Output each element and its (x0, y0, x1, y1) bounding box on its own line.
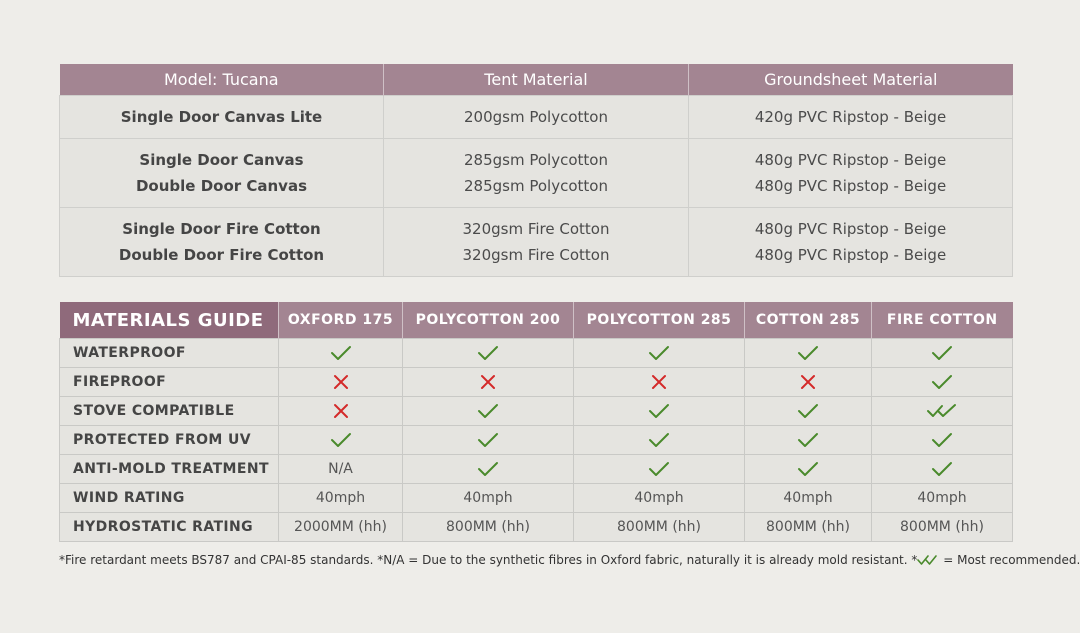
guide-row (60, 513, 1013, 542)
groundsheet-material: 480g PVC Ripstop - Beige (754, 177, 947, 195)
check-icon (648, 345, 670, 361)
model-group-row (60, 208, 1013, 277)
tent-material-cell (384, 96, 689, 139)
check-icon (477, 461, 499, 477)
header-model: Model: Tucana (60, 64, 384, 96)
feature-label: FIREPROOF (60, 368, 279, 397)
check-icon (797, 345, 819, 361)
column-oxford-175: OXFORD 175 (279, 302, 403, 339)
feature-label: HYDROSTATIC RATING (60, 513, 279, 542)
check-icon (931, 432, 953, 448)
model-group-row (60, 139, 1013, 208)
guide-row (60, 339, 1013, 368)
footnote (59, 553, 1080, 569)
guide-cell (872, 368, 1013, 397)
guide-cell-value: 40mph (279, 484, 403, 513)
tent-material-cell (384, 139, 689, 208)
guide-cell-value: 800MM (hh) (403, 513, 574, 542)
feature-label: ANTI-MOLD TREATMENT (60, 455, 279, 484)
guide-cell (574, 455, 745, 484)
guide-cell (872, 426, 1013, 455)
check-icon (330, 432, 352, 448)
guide-row (60, 484, 1013, 513)
guide-cell (872, 397, 1013, 426)
groundsheet-material: 480g PVC Ripstop - Beige (754, 246, 947, 264)
column-polycotton-285: POLYCOTTON 285 (574, 302, 745, 339)
model-name: Single Door Canvas (139, 151, 304, 169)
model-name-cell (60, 208, 384, 277)
check-icon (931, 345, 953, 361)
guide-cell (745, 368, 872, 397)
guide-cell (279, 397, 403, 426)
model-group-row (60, 96, 1013, 139)
cross-icon (333, 374, 349, 390)
check-icon (330, 345, 352, 361)
double-check-icon (917, 554, 939, 569)
guide-cell (745, 339, 872, 368)
guide-cell-value: 800MM (hh) (872, 513, 1013, 542)
tent-material: 320gsm Fire Cotton (462, 246, 610, 264)
model-name: Single Door Fire Cotton (122, 220, 321, 238)
guide-cell-value: 2000MM (hh) (279, 513, 403, 542)
cross-icon (480, 374, 496, 390)
tent-material-cell (384, 208, 689, 277)
model-name-cell (60, 96, 384, 139)
cross-icon (800, 374, 816, 390)
feature-label: WATERPROOF (60, 339, 279, 368)
model-name: Single Door Canvas Lite (120, 108, 323, 126)
guide-cell (403, 455, 574, 484)
guide-cell (745, 397, 872, 426)
guide-cell (745, 455, 872, 484)
model-table-header (60, 64, 1013, 96)
guide-row (60, 426, 1013, 455)
double-check-icon (926, 403, 958, 419)
guide-cell (403, 397, 574, 426)
guide-cell (574, 426, 745, 455)
model-table (59, 64, 1013, 277)
check-icon (797, 461, 819, 477)
model-name: Double Door Fire Cotton (118, 246, 325, 264)
check-icon (477, 403, 499, 419)
cross-icon (333, 403, 349, 419)
groundsheet-material-cell (689, 208, 1013, 277)
tent-material: 285gsm Polycotton (464, 177, 608, 195)
guide-cell-value: 40mph (574, 484, 745, 513)
guide-cell (403, 339, 574, 368)
header-tent-material: Tent Material (384, 64, 689, 96)
check-icon (931, 374, 953, 390)
guide-cell-value: N/A (279, 455, 403, 484)
guide-row (60, 455, 1013, 484)
guide-cell (574, 368, 745, 397)
model-name: Double Door Canvas (135, 177, 308, 195)
guide-cell (279, 339, 403, 368)
footnote-text: *Fire retardant meets BS787 and CPAI-85 standards. *N/A = Due to the synthetic fibres in Oxford fabric, naturally it is already mold resistant. * (59, 553, 918, 567)
tent-material: 200gsm Polycotton (464, 108, 608, 126)
groundsheet-material-cell (689, 96, 1013, 139)
feature-label: STOVE COMPATIBLE (60, 397, 279, 426)
guide-cell (403, 368, 574, 397)
materials-guide-table (59, 302, 1013, 542)
tent-material: 320gsm Fire Cotton (462, 220, 610, 238)
feature-label: WIND RATING (60, 484, 279, 513)
groundsheet-material-cell (689, 139, 1013, 208)
model-name-cell (60, 139, 384, 208)
guide-cell (745, 426, 872, 455)
groundsheet-material: 480g PVC Ripstop - Beige (754, 151, 947, 169)
guide-row (60, 397, 1013, 426)
guide-cell (279, 426, 403, 455)
guide-cell-value: 40mph (403, 484, 574, 513)
materials-guide-title: MATERIALS GUIDE (60, 302, 279, 339)
column-cotton-285: COTTON 285 (745, 302, 872, 339)
guide-cell (574, 339, 745, 368)
guide-header-row (60, 302, 1013, 339)
check-icon (931, 461, 953, 477)
cross-icon (651, 374, 667, 390)
guide-cell (872, 339, 1013, 368)
guide-cell (279, 368, 403, 397)
check-icon (477, 432, 499, 448)
check-icon (648, 461, 670, 477)
tent-material: 285gsm Polycotton (464, 151, 608, 169)
check-icon (477, 345, 499, 361)
groundsheet-material: 480g PVC Ripstop - Beige (754, 220, 947, 238)
guide-row (60, 368, 1013, 397)
guide-cell (872, 455, 1013, 484)
footnote-legend: = Most recommended. (939, 553, 1080, 567)
guide-cell-value: 800MM (hh) (745, 513, 872, 542)
check-icon (797, 403, 819, 419)
header-groundsheet-material: Groundsheet Material (689, 64, 1013, 96)
column-fire-cotton: FIRE COTTON (872, 302, 1013, 339)
check-icon (648, 403, 670, 419)
guide-cell (574, 397, 745, 426)
check-icon (648, 432, 670, 448)
guide-cell-value: 40mph (872, 484, 1013, 513)
guide-cell (403, 426, 574, 455)
check-icon (797, 432, 819, 448)
groundsheet-material: 420g PVC Ripstop - Beige (754, 108, 947, 126)
column-polycotton-200: POLYCOTTON 200 (403, 302, 574, 339)
guide-cell-value: 40mph (745, 484, 872, 513)
guide-cell-value: 800MM (hh) (574, 513, 745, 542)
feature-label: PROTECTED FROM UV (60, 426, 279, 455)
